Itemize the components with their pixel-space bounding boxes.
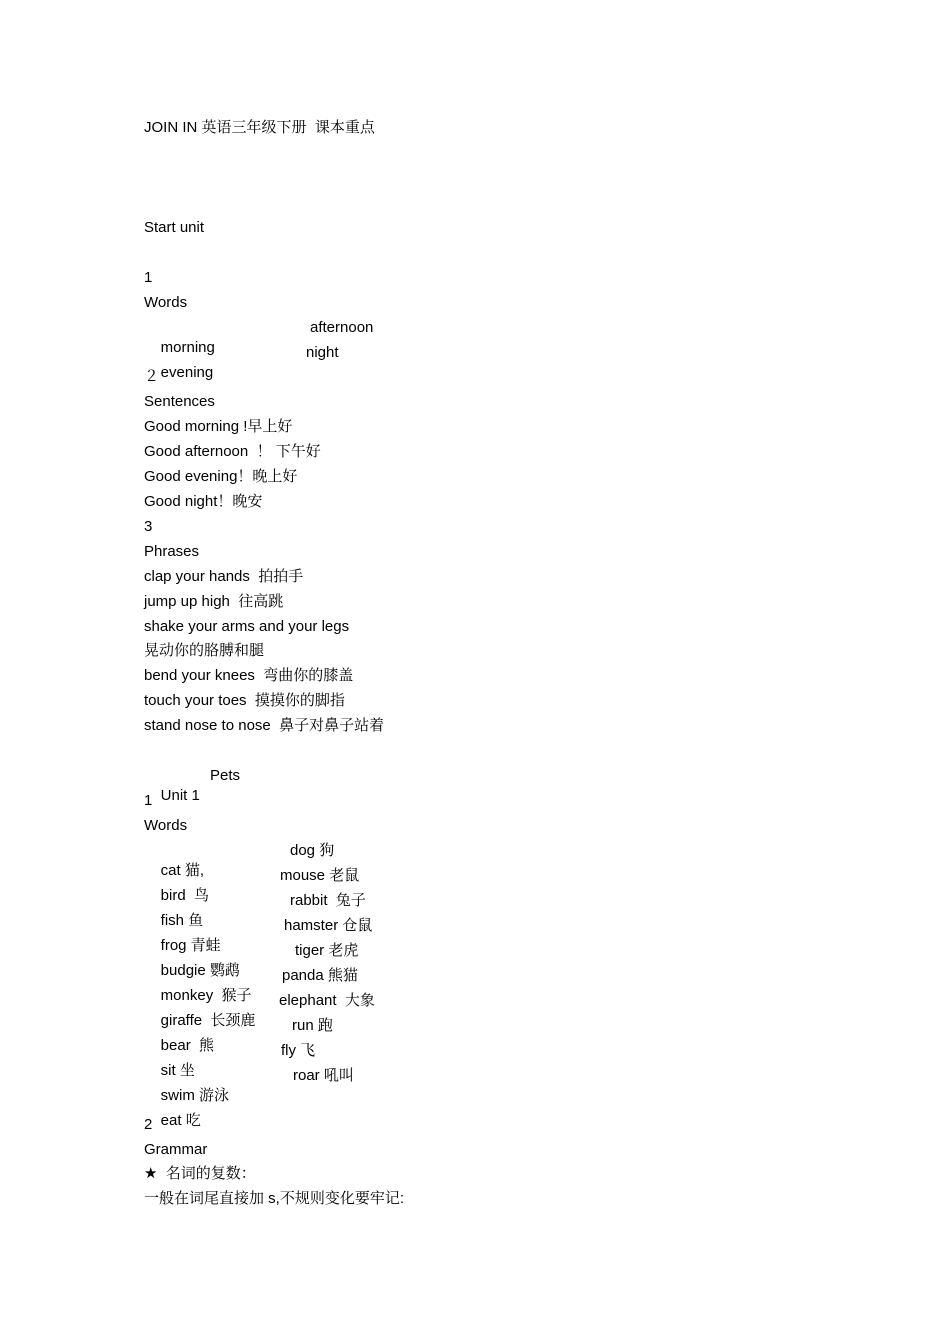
section-number: 1 [144,269,153,286]
word-right: roar 吼叫 [293,1067,354,1084]
word-left: fish 鱼 [160,912,204,929]
word-right: night [306,344,339,361]
section-label-words: Words [144,294,188,311]
grammar-line: ★ 名词的复数： [144,1165,256,1182]
word-right: elephant 大象 [279,992,375,1009]
section-number: 2 [144,1116,153,1133]
word-left: bear 熊 [160,1037,215,1054]
word-right: panda 熊猫 [282,967,358,984]
section-label-words: Words [144,817,188,834]
word-left: frog 青蛙 [160,937,221,954]
section-number: 1 [144,792,153,809]
word-row [144,1066,354,1104]
sentence-line: Good night！晚安 [144,493,263,510]
word-left: evening [160,364,214,381]
sentence-line: Good morning !早上好 [144,418,293,435]
word-left: swim 游泳 [160,1087,229,1104]
word-right: tiger 老虎 [295,942,359,959]
sentence-line: Good evening！晚上好 [144,468,298,485]
phrase-line: stand nose to nose 鼻子对鼻子站着 [144,717,385,734]
phrase-line: shake your arms and your legs [144,618,350,635]
phrase-line: 晃动你的胳膊和腿 [144,642,265,659]
phrase-line: touch your toes 摸摸你的脚指 [144,692,345,709]
word-left: giraffe 长颈鹿 [160,1012,256,1029]
word-right: hamster 仓鼠 [284,917,373,934]
word-right: rabbit 兔子 [290,892,366,909]
unit-number: Unit 1 [160,787,200,804]
section-label-grammar: Grammar [144,1141,208,1158]
word-right: mouse 老鼠 [280,867,360,884]
unit-title: Pets [210,767,241,784]
word-right: run 跑 [292,1017,333,1034]
word-left: morning [160,339,215,356]
phrase-line: bend your knees 弯曲你的膝盖 [144,667,354,684]
word-right: fly 飞 [281,1042,316,1059]
word-left: sit 坐 [160,1062,195,1079]
word-row [144,1091,201,1129]
sentence-line: Good afternoon ！ 下午好 [144,443,321,460]
word-left: budgie 鹦鹉 [160,962,240,979]
phrase-line: jump up high 往高跳 [144,593,284,610]
word-row [144,841,335,879]
word-right: dog 狗 [290,842,335,859]
section-label-phrases: Phrases [144,543,200,560]
section-label-sentences: Sentences [144,393,215,410]
word-left: monkey 猴子 [160,987,252,1004]
phrase-line: clap your hands 拍拍手 [144,568,304,585]
word-left: eat 吃 [160,1112,201,1129]
grammar-line: 一般在词尾直接加 s,不规则变化要牢记: [144,1190,405,1207]
word-right: afternoon [310,319,374,336]
word-row [144,343,339,381]
unit1-heading [144,766,241,804]
section-number: 3 [144,518,153,535]
section-number: ２ [144,368,160,385]
start-unit-heading: Start unit [144,219,205,236]
document-title: JOIN IN 英语三年级下册 课本重点 [144,119,375,136]
word-left: bird 鸟 [160,887,210,904]
word-left: cat 猫, [160,862,205,879]
